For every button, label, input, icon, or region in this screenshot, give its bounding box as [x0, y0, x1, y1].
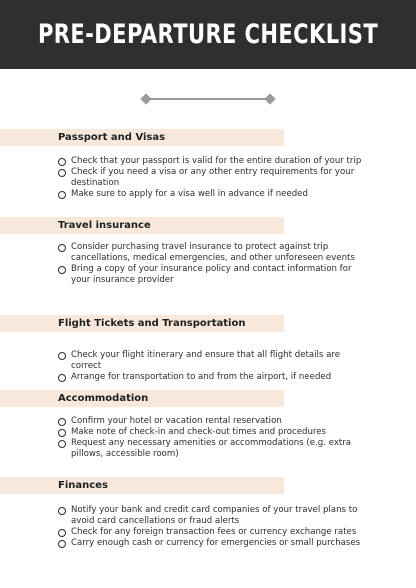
checklist: [58, 505, 368, 549]
section-title: Flight Tickets and Transportation: [58, 318, 246, 329]
checklist-item: [58, 527, 368, 538]
checklist-item: [58, 189, 368, 200]
checkbox-circle-icon[interactable]: [58, 507, 66, 515]
checklist-item: [58, 156, 368, 167]
checklist: [58, 156, 368, 200]
checkbox-circle-icon[interactable]: [58, 374, 66, 382]
checkbox-circle-icon[interactable]: [58, 158, 66, 166]
checkbox-circle-icon[interactable]: [58, 429, 66, 437]
checklist-item: [58, 427, 368, 438]
checklist-item: [58, 505, 368, 527]
checkbox-circle-icon[interactable]: [58, 266, 66, 274]
checklist-item: [58, 242, 368, 264]
checkbox-circle-icon[interactable]: [58, 352, 66, 360]
checklist-item-text: Check if you need a visa or any other entry requirements for your destination: [71, 167, 355, 188]
section-title: Accommodation: [58, 393, 149, 404]
checklist: [58, 350, 368, 383]
section-title: Travel insurance: [58, 220, 151, 231]
checklist-item-text: Consider purchasing travel insurance to protect against trip cancellations, medical emergencies, and other unforeseen events: [71, 242, 355, 263]
ornamental-divider: [142, 93, 274, 105]
checkbox-circle-icon[interactable]: [58, 169, 66, 177]
page-title: PRE-DEPARTURE CHECKLIST: [37, 19, 379, 50]
checklist-item-text: Make note of check-in and check-out times and procedures: [71, 427, 327, 437]
checklist-item-text: Make sure to apply for a visa well in advance if needed: [71, 189, 308, 199]
diamond-icon: [264, 93, 275, 104]
checklist-item-text: Check that your passport is valid for the entire duration of your trip: [71, 156, 362, 166]
checklist-item: [58, 416, 368, 427]
checkbox-circle-icon[interactable]: [58, 529, 66, 537]
section-title: Passport and Visas: [58, 132, 166, 143]
checklist: [58, 242, 368, 286]
checklist-item-text: Carry enough cash or currency for emergencies or small purchases: [71, 538, 361, 548]
checklist-item: [58, 350, 368, 372]
checklist-item-text: Arrange for transportation to and from the airport, if needed: [71, 372, 332, 382]
section-header-band: [0, 477, 284, 494]
checklist-item-text: Bring a copy of your insurance policy and contact information for your insurance provider: [71, 264, 352, 285]
diamond-icon: [140, 93, 151, 104]
checkbox-circle-icon[interactable]: [58, 440, 66, 448]
checklist-item-text: Check for any foreign transaction fees or currency exchange rates: [71, 527, 357, 537]
checklist-item-text: Request any necessary amenities or accommodations (e.g. extra pillows, accessible room): [71, 438, 352, 459]
checklist: [58, 416, 368, 460]
checkbox-circle-icon[interactable]: [58, 540, 66, 548]
checklist-item: [58, 438, 368, 460]
checklist-item-text: Confirm your hotel or vacation rental reservation: [71, 416, 282, 426]
checklist-item: [58, 538, 368, 549]
section-title: Finances: [58, 480, 108, 491]
header-bar: [0, 0, 416, 69]
divider-line: [146, 98, 270, 100]
checkbox-circle-icon[interactable]: [58, 191, 66, 199]
checklist-item: [58, 167, 368, 189]
checklist-item-text: Notify your bank and credit card companies of your travel plans to avoid card cancellations or fraud alerts: [71, 505, 358, 526]
checklist-item-text: Check your flight itinerary and ensure that all flight details are correct: [71, 350, 340, 371]
checkbox-circle-icon[interactable]: [58, 244, 66, 252]
checkbox-circle-icon[interactable]: [58, 418, 66, 426]
checklist-item: [58, 264, 368, 286]
checklist-item: [58, 372, 368, 383]
